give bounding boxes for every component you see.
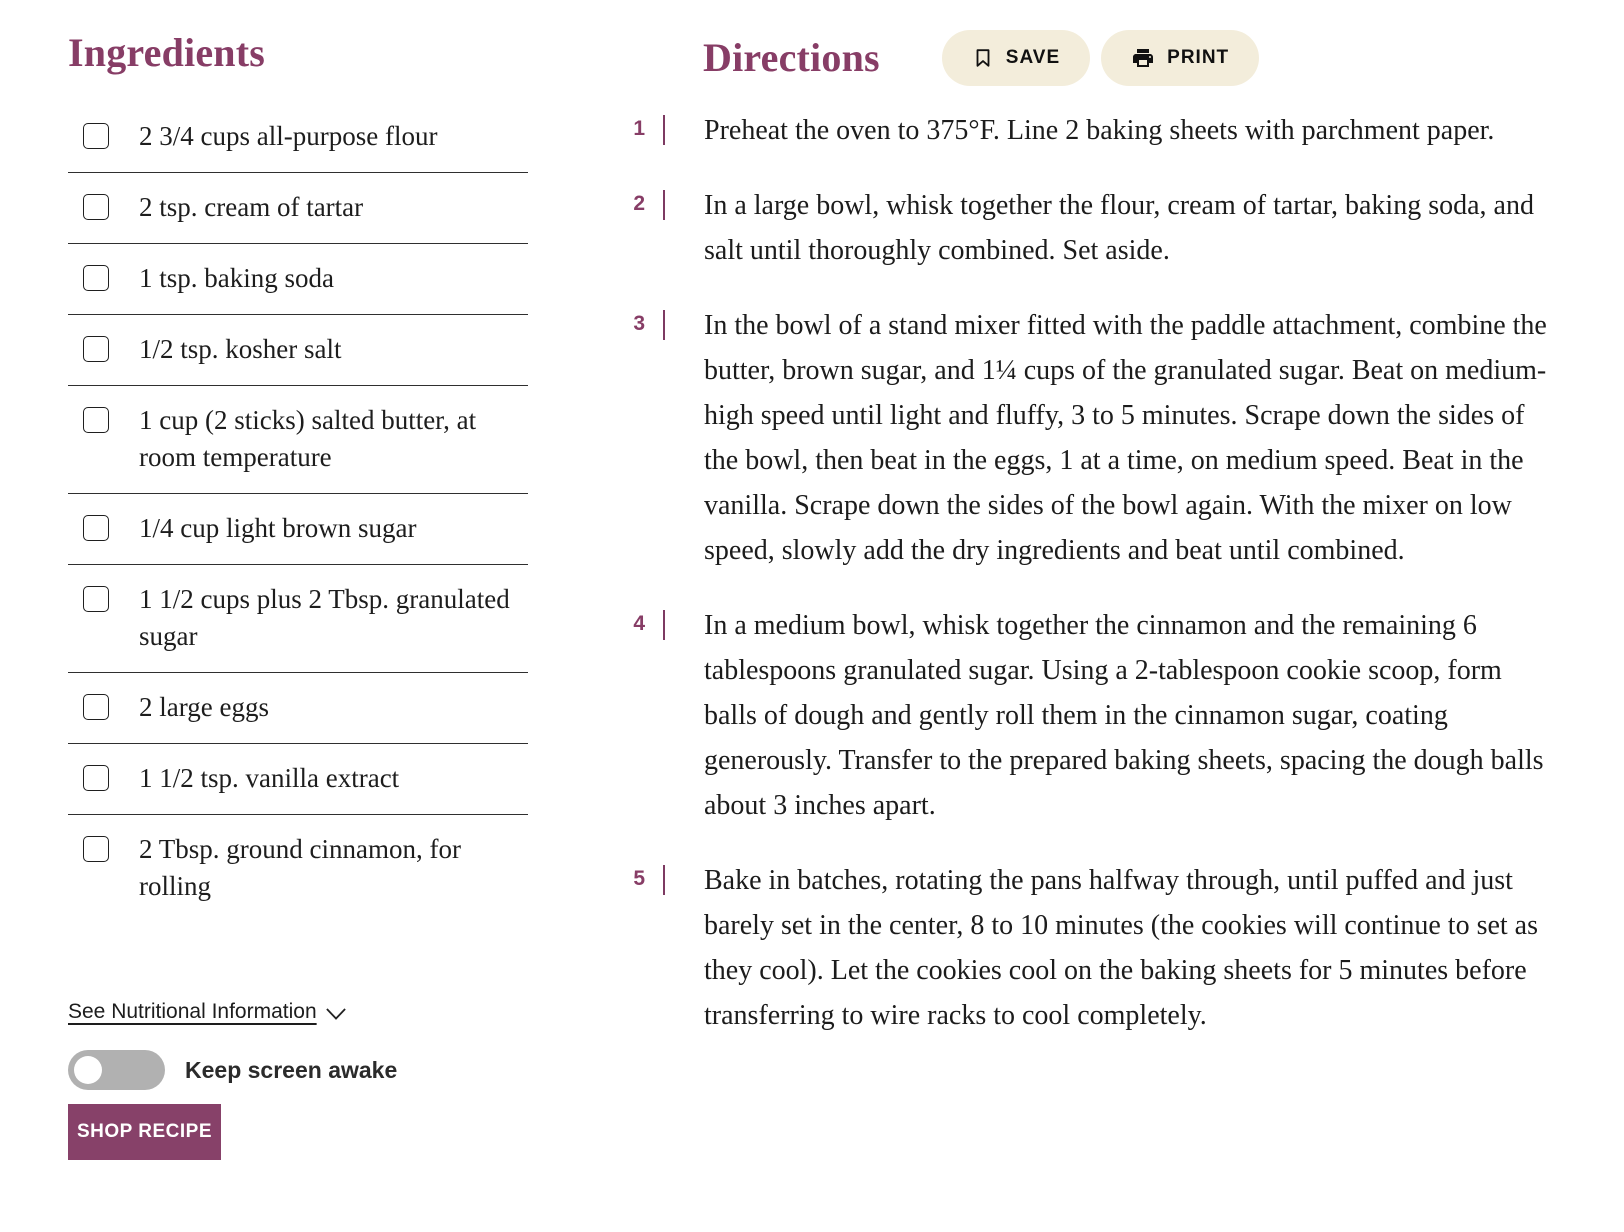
ingredient-label: 2 3/4 cups all-purpose flour	[139, 121, 438, 151]
ingredient-checkbox[interactable]	[83, 515, 109, 541]
direction-step	[610, 303, 1560, 573]
ingredient-label: 2 large eggs	[139, 692, 269, 722]
ingredients-panel	[68, 30, 528, 1160]
step-text: In a large bowl, whisk together the flour, cream of tartar, baking soda, and salt until thoroughly combined. Set aside.	[704, 190, 1534, 266]
ingredient-checkbox[interactable]	[83, 836, 109, 862]
ingredient-label: 2 Tbsp. ground cinnamon, for rolling	[139, 834, 461, 901]
nutritional-info-link[interactable]	[68, 1000, 346, 1024]
directions-panel	[610, 30, 1560, 1160]
ingredient-row[interactable]	[68, 315, 528, 386]
keep-screen-awake-label: Keep screen awake	[185, 1056, 398, 1083]
directions-title: Directions	[703, 35, 880, 80]
shop-recipe-button[interactable]: SHOP RECIPE	[68, 1104, 221, 1160]
ingredient-row[interactable]	[68, 102, 528, 173]
step-divider-bar	[663, 310, 665, 340]
keep-screen-awake-row	[68, 1050, 528, 1090]
ingredient-checkbox[interactable]	[83, 123, 109, 149]
print-button[interactable]	[1101, 30, 1259, 86]
save-button[interactable]	[942, 30, 1090, 86]
ingredients-list	[68, 102, 528, 922]
ingredient-label: 1 tsp. baking soda	[139, 263, 334, 293]
ingredient-label: 1 1/2 cups plus 2 Tbsp. granulated sugar	[139, 584, 510, 651]
ingredient-checkbox[interactable]	[83, 194, 109, 220]
toggle-knob	[74, 1056, 102, 1084]
ingredient-row[interactable]	[68, 386, 528, 494]
step-divider-bar	[663, 190, 665, 220]
ingredient-row[interactable]	[68, 565, 528, 673]
step-text: Preheat the oven to 375°F. Line 2 baking sheets with parchment paper.	[704, 115, 1495, 146]
chevron-down-icon	[326, 1007, 346, 1021]
step-divider-bar	[663, 610, 665, 640]
step-number: 1	[633, 117, 645, 140]
direction-step	[610, 108, 1560, 153]
nutritional-info-label: See Nutritional Information	[68, 1000, 317, 1023]
ingredient-row[interactable]	[68, 673, 528, 744]
step-number: 3	[633, 312, 645, 335]
ingredient-row[interactable]	[68, 173, 528, 244]
bookmark-icon	[972, 46, 994, 70]
ingredient-checkbox[interactable]	[83, 765, 109, 791]
step-number: 4	[633, 612, 645, 635]
step-divider-bar	[663, 865, 665, 895]
ingredient-label: 1/4 cup light brown sugar	[139, 513, 417, 543]
save-label: SAVE	[1005, 47, 1061, 68]
ingredient-row[interactable]	[68, 244, 528, 315]
step-text: In the bowl of a stand mixer fitted with the paddle attachment, combine the butter, brown sugar, and 1¼ cups of the granulated sugar. Beat on medium-high speed until light and fluffy, 3 to 5 minutes. Scrape down the sides of the bowl, then beat in the eggs, 1 at a time, on medium speed. Beat in the vanilla. Scrape down the sides of the bowl again. With the mixer on low speed, slowly add the dry ingredients and beat until combined.	[704, 310, 1547, 566]
step-text: In a medium bowl, whisk together the cinnamon and the remaining 6 tablespoons granulated sugar. Using a 2-tablespoon cookie scoop, form balls of dough and gently roll them in the cinnamon sugar, coating generously. Transfer to the prepared baking sheets, spacing the dough balls about 3 inches apart.	[704, 610, 1544, 821]
ingredient-label: 2 tsp. cream of tartar	[139, 192, 364, 222]
step-divider-bar	[663, 115, 665, 145]
keep-screen-awake-toggle[interactable]	[68, 1050, 165, 1090]
ingredient-label: 1/2 tsp. kosher salt	[139, 334, 342, 364]
ingredient-checkbox[interactable]	[83, 694, 109, 720]
direction-step	[610, 858, 1560, 1038]
ingredient-row[interactable]	[68, 494, 528, 565]
ingredient-checkbox[interactable]	[83, 407, 109, 433]
directions-steps	[610, 108, 1560, 1038]
step-text: Bake in batches, rotating the pans halfway through, until puffed and just barely set in the center, 8 to 10 minutes (the cookies will continue to set as they cool). Let the cookies cool on the baking sheets for 5 minutes before transferring to wire racks to cool completely.	[704, 865, 1538, 1031]
ingredient-checkbox[interactable]	[83, 586, 109, 612]
ingredient-row[interactable]	[68, 815, 528, 922]
directions-header	[610, 30, 1560, 86]
direction-step	[610, 183, 1560, 273]
step-number: 2	[633, 192, 645, 215]
step-number: 5	[633, 867, 645, 890]
ingredient-label: 1 1/2 tsp. vanilla extract	[139, 763, 400, 793]
direction-step	[610, 603, 1560, 828]
print-label: PRINT	[1167, 47, 1230, 68]
printer-icon	[1131, 46, 1155, 70]
ingredient-label: 1 cup (2 sticks) salted butter, at room temperature	[139, 405, 477, 472]
ingredient-checkbox[interactable]	[83, 336, 109, 362]
ingredient-checkbox[interactable]	[83, 265, 109, 291]
ingredient-row[interactable]	[68, 744, 528, 815]
ingredients-title: Ingredients	[68, 30, 266, 75]
